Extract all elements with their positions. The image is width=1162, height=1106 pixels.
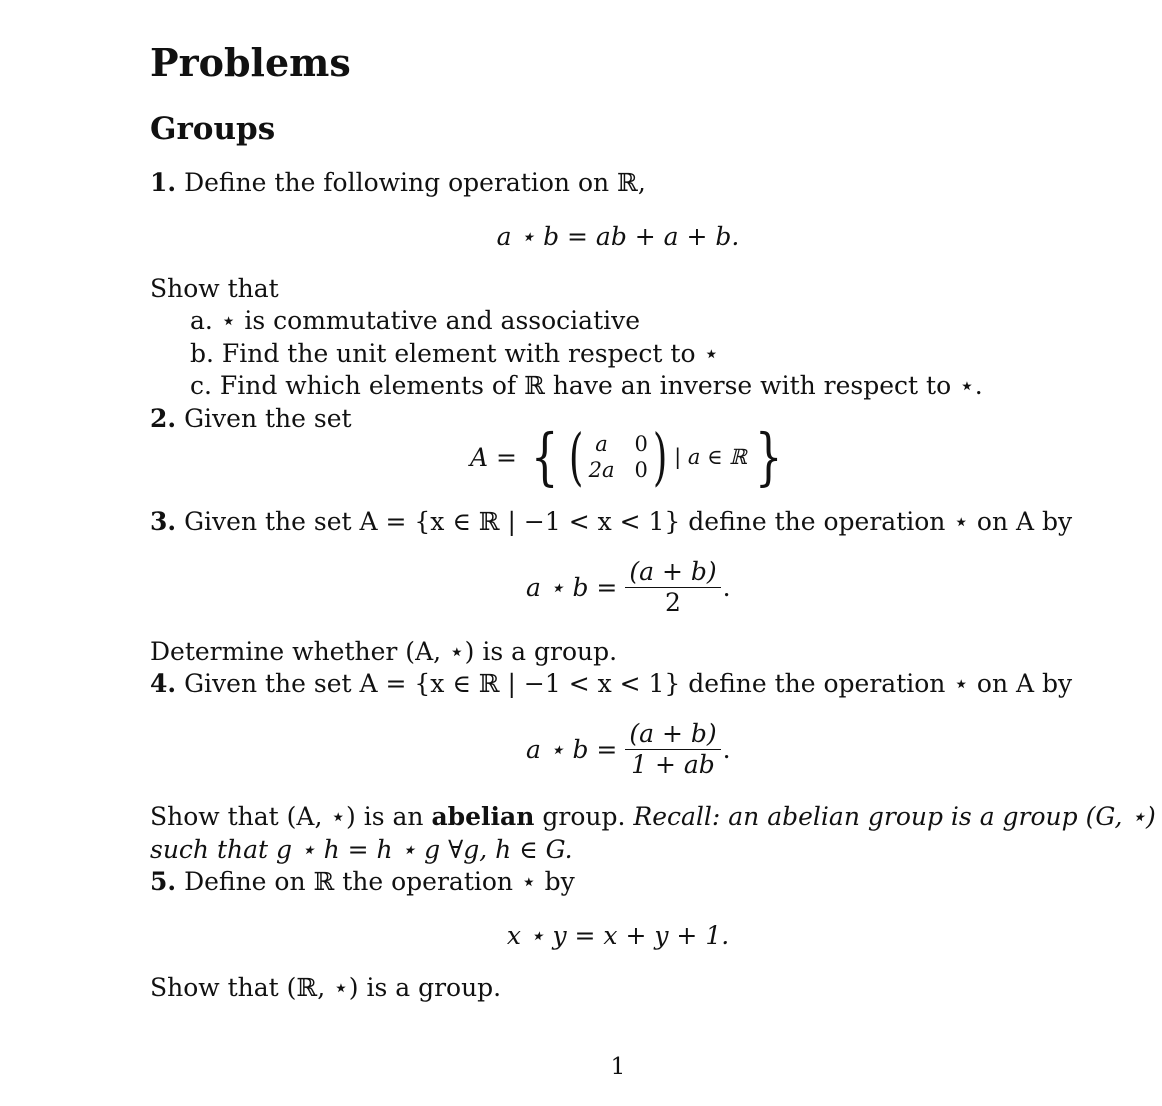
- matrix-cell: a: [595, 432, 608, 456]
- problem-2-number: 2.: [150, 404, 177, 433]
- numerator: (a + b): [625, 557, 720, 588]
- section-heading: Groups: [150, 111, 276, 147]
- problem-4-recall-1: Recall: an abelian group is a group (G, ⋆): [633, 802, 1156, 831]
- problem-4-after-post: group.: [542, 802, 626, 831]
- problem-4-formula: a ⋆ b = $\frac{(a + b)}{1 + ab}$ .: [526, 719, 731, 779]
- problem-4-after-pre: Show that (A, ⋆) is an: [150, 802, 424, 831]
- problem-1-formula: a ⋆ b = ab + a + b.: [496, 222, 740, 251]
- set-condition: | a ∈ ℝ: [674, 445, 747, 469]
- matrix-cell: 0: [634, 458, 648, 482]
- problem-5-statement: [150, 867, 575, 897]
- fraction: [625, 557, 720, 618]
- problem-1-show-that: Show that: [150, 274, 279, 303]
- problem-4-question: [150, 802, 1156, 832]
- matrix-cell: 2a: [588, 458, 615, 482]
- page-title: Problems: [150, 40, 351, 85]
- problem-1-item-c: c. Find which elements of ℝ have an inverse with respect to ⋆.: [190, 371, 983, 400]
- problem-3-statement: [150, 507, 1072, 537]
- numerator: (a + b): [625, 719, 720, 750]
- set-lhs: A =: [470, 442, 517, 472]
- problem-3-question: Determine whether (A, ⋆) is a group.: [150, 637, 618, 666]
- problem-1-statement: [150, 168, 646, 198]
- problem-3-number: 3.: [150, 507, 177, 536]
- problem-2-text: Given the set: [184, 404, 352, 433]
- denominator: 2: [665, 588, 681, 617]
- left-brace: {: [530, 420, 559, 493]
- problem-4-text: Given the set A = {x ∈ ℝ | −1 < x < 1} define the operation ⋆ on A by: [184, 669, 1073, 698]
- page-number: 1: [610, 1054, 626, 1080]
- problem-4-number: 4.: [150, 669, 177, 698]
- problem-5-text: Define on ℝ the operation ⋆ by: [184, 867, 575, 896]
- problem-1-item-a: a. ⋆ is commutative and associative: [190, 306, 641, 335]
- problem-3-formula: a ⋆ b = $\frac{(a + b)}{2}$ .: [526, 557, 731, 617]
- problem-1-number: 1.: [150, 168, 177, 197]
- problem-4-statement: [150, 669, 1072, 699]
- problem-5-question: Show that (ℝ, ⋆) is a group.: [150, 973, 502, 1002]
- problem-1-item-b: b. Find the unit element with respect to ⋆: [190, 339, 720, 368]
- problem-3-text: Given the set A = {x ∈ ℝ | −1 < x < 1} define the operation ⋆ on A by: [184, 507, 1073, 536]
- problem-4-recall-2: such that g ⋆ h = h ⋆ g ∀g, h ∈ G.: [150, 835, 573, 864]
- matrix-grid: [589, 432, 648, 482]
- problem-2-statement: [150, 404, 352, 434]
- left-paren: (: [569, 420, 584, 493]
- matrix-cell: 0: [634, 432, 648, 456]
- problem-2-set-formula: [470, 420, 788, 493]
- right-paren: ): [652, 420, 668, 493]
- matrix: [564, 420, 672, 493]
- problem-4-bold-term: abelian: [431, 802, 535, 831]
- denominator: 1 + ab: [631, 750, 715, 779]
- problem-5-formula: x ⋆ y = x + y + 1.: [506, 921, 730, 950]
- fraction: [625, 719, 720, 780]
- formula-lhs: a ⋆ b =: [526, 734, 618, 764]
- right-brace: }: [754, 420, 783, 493]
- problem-5-number: 5.: [150, 867, 177, 896]
- problem-1-text: Define the following operation on ℝ,: [184, 168, 646, 197]
- formula-lhs: a ⋆ b =: [526, 572, 618, 602]
